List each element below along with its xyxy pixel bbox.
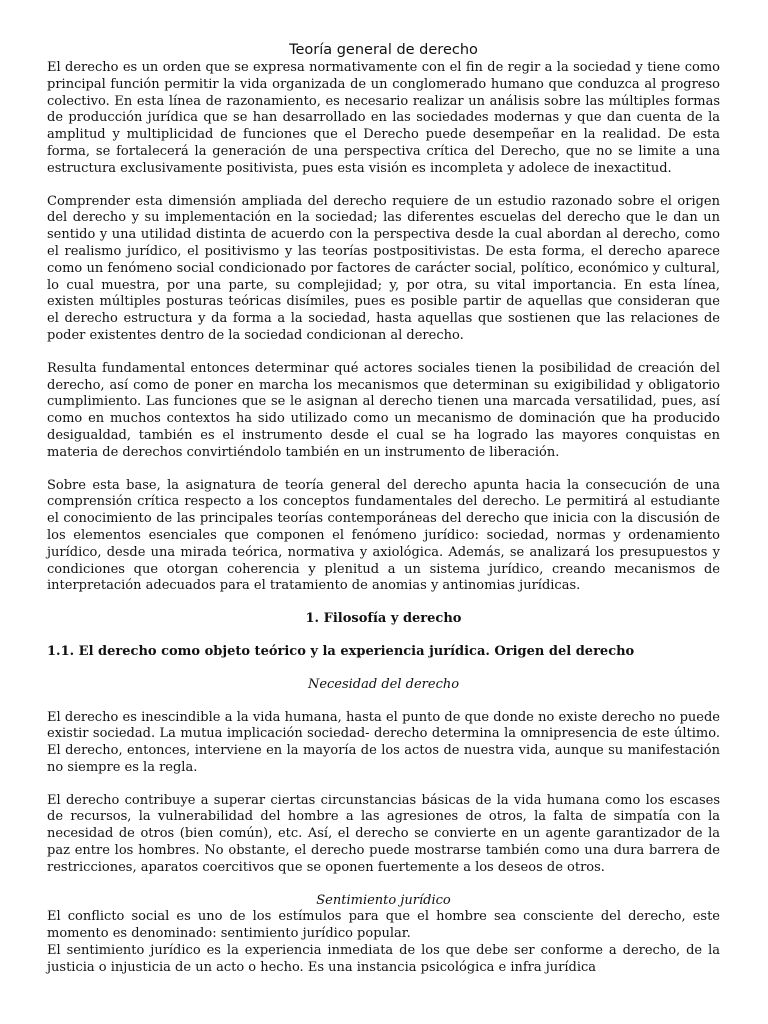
intro-paragraph-3: Resulta fundamental entonces determinar qué actores sociales tienen la posibilidad de creación del derecho, así como de poner en marcha los mecanismos que determinan su exigibilidad y obligatorio cumplimiento. Las funciones que se le asignan al derecho tienen una marcada versatilidad, pues, así como en muchos contextos ha sido utilizado como un mecanismo de dominación que ha producido desigualdad, también es el instrumento desde el cual se ha logrado las mayores conquistas en materia de derechos convirtiéndolo también en un instrumento de liberación. xyxy=(47,360,720,460)
sentimiento-paragraph-1: El conflicto social es uno de los estímulos para que el hombre sea consciente del derecho, este momento es denominado: sentimiento jurídico popular. xyxy=(47,909,720,942)
sentimiento-paragraph-2: El sentimiento jurídico es la experiencia inmediata de los que debe ser conforme a derecho, de la justicia o injusticia de un acto o hecho. Es una instancia psicológica e infra jurídica xyxy=(47,943,720,975)
section-heading: 1. Filosofía y derecho xyxy=(305,611,462,627)
intro-paragraph-4: Sobre esta base, la asignatura de teoría general del derecho apunta hacia la consecución de una comprensión crítica respecto a los conceptos fundamentales del derecho. Le permitirá al estudiante el conocimiento de las principales teorías contemporáneas del derecho que inicia con la discusión de los elementos esenciales que componen el fenómeno jurídico: sociedad, normas y ordenamiento jurídico, desde una mirada teórica, normativa y axiológica. Además, se analizará los presupuestos y condiciones que otorgan coherencia y plenitud a un sistema jurídico, creando mecanismos de interpretación adecuados para el tratamiento de anomias y antinomias jurídicas. xyxy=(47,477,720,594)
necesidad-paragraph-2: El derecho contribuye a superar ciertas circunstancias básicas de la vida humana como los escases de recursos, la vulnerabilidad del hombre a las agresiones de otros, la falta de simpatía con la necesidad de otros (bien común), etc. Así, el derecho se convierte en un agente garantizador de la paz entre los hombres. No obstante, el derecho puede mostrarse también como una dura barrera de restricciones, aparatos coercitivos que se oponen fuertemente a los deseos de otros. xyxy=(47,792,720,875)
necesidad-paragraph-1: El derecho es inescindible a la vida humana, hasta el punto de que donde no existe derecho no puede existir sociedad. La mutua implicación sociedad- derecho determina la omnipresencia de este último. El derecho, entonces, interviene en la mayoría de los actos de nuestra vida, aunque su manifestación no siempre es la regla. xyxy=(47,709,720,775)
intro-paragraph-1: El derecho es un orden que se expresa normativamente con el fin de regir a la sociedad y tiene como principal función permitir la vida organizada de un conglomerado humano que conduzca al progreso colectivo. En esta línea de razonamiento, es necesario realizar un análisis sobre las múltiples formas de producción jurídica que se han desarrollado en las sociedades modernas y que dan cuenta de la amplitud y multiplicidad de funciones que el Derecho puede desempeñar en la realidad. De esta forma, se fortalecerá la generación de una perspectiva crítica del Derecho, que no se limite a una estructura exclusivamente positivista, pues esta visión es incompleta y adolece de inexactitud. xyxy=(47,60,720,176)
intro-paragraph-2: Comprender esta dimensión ampliada del derecho requiere de un estudio razonado sobre el origen del derecho y su implementación en la sociedad; las diferentes escuelas del derecho que le dan un sentido y una utilidad distinta de acuerdo con la perspectiva desde la cual abordan al derecho, como el realismo jurídico, el positivismo y las teorías postpositivistas. De esta forma, el derecho aparece como un fenómeno social condicionado por factores de carácter social, político, económico y cultural, lo cual muestra, por una parte, su complejidad; y, por otra, su vital importancia. En esta línea, existen múltiples posturas teóricas disímiles, pues es posible partir de aquellas que consideran que el derecho estructura y da forma a la sociedad, hasta aquellas que sostienen que las relaciones de poder existentes dentro de la sociedad condicionan al derecho. xyxy=(47,193,720,343)
document-page xyxy=(47,40,720,977)
necesidad-heading: Necesidad del derecho xyxy=(307,676,460,692)
sentimiento-heading: Sentimiento jurídico xyxy=(316,892,451,908)
document-title: Teoría general de derecho xyxy=(289,42,478,58)
subsection-heading: 1.1. El derecho como objeto teórico y la experiencia jurídica. Origen del derecho xyxy=(47,643,635,659)
